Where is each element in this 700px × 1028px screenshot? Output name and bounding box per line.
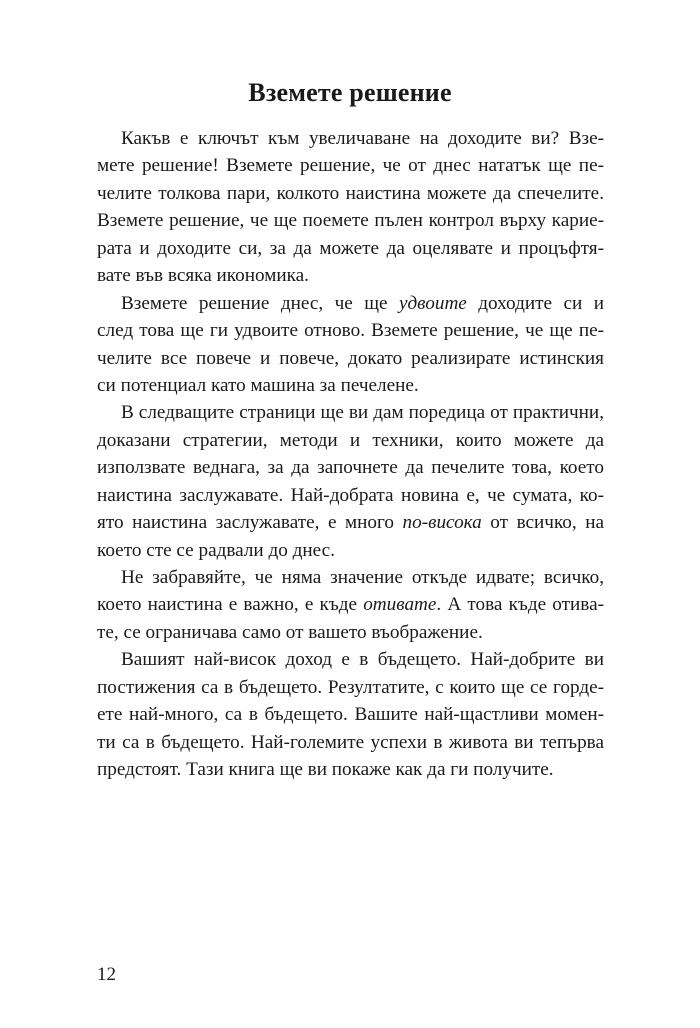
text-line (97, 564, 604, 591)
text-line (97, 674, 604, 701)
text-segment: челите все повече и повече, докато реализирате истинския (97, 347, 604, 369)
text-line (97, 207, 604, 234)
text-segment: Какъв е ключът към увеличаване на доходите ви? Взе- (121, 128, 604, 149)
text-line (97, 756, 604, 783)
text-line (97, 262, 604, 289)
text-line (97, 235, 604, 262)
text-segment: ти са в бъдещето. Най-големите успехи в живота ви тепърва (97, 731, 604, 753)
text-segment: което наистина е важно, е къде (97, 594, 364, 616)
text-segment: Вземете решение, че ще поемете пълен контрол върху карие- (97, 210, 604, 232)
text-line (97, 482, 604, 509)
text-segment: мете решение! Вземете решение, че от днес нататък ще пе- (97, 155, 604, 177)
text-line (97, 619, 604, 646)
text-line (97, 317, 604, 344)
text-segment: ете най-много, са в бъдещето. Вашите най-щастливи момен- (97, 704, 604, 726)
text-line (97, 290, 604, 317)
chapter-body (97, 125, 604, 784)
text-segment: от всичко, на (481, 512, 604, 534)
text-segment: Не забравяйте, че няма значение откъде идвате; всичко, (121, 567, 604, 588)
text-segment: ято наистина заслужавате, е много (97, 512, 403, 534)
text-segment: което сте се радвали до днес. (97, 539, 335, 561)
text-segment: челите толкова пари, колкото наистина можете да спечелите. (97, 182, 604, 204)
text-line (97, 372, 604, 399)
paragraph (97, 125, 604, 290)
text-line (97, 180, 604, 207)
text-line (97, 646, 604, 673)
text-line (97, 345, 604, 372)
paragraph (97, 399, 604, 564)
text-segment: рата и доходите си, за да можете да оцелявате и процъфтя- (97, 237, 604, 259)
text-segment: си потенциал като машина за печелене. (97, 374, 419, 396)
emphasized-text: по-висока (402, 512, 482, 534)
text-segment: доказани стратегии, методи и техники, които можете да (97, 429, 604, 451)
text-line (97, 591, 604, 618)
text-segment: постижения са в бъдещето. Резултатите, с които ще се горде- (97, 676, 604, 698)
emphasized-text: удвоите (399, 292, 467, 314)
text-line (97, 427, 604, 454)
text-segment: предстоят. Тази книга ще ви покаже как да ги получите. (97, 759, 554, 781)
text-line (97, 729, 604, 756)
text-line (97, 537, 604, 564)
text-segment: . А това къде отива- (436, 594, 605, 616)
text-segment: В следващите страници ще ви дам поредица от практични, (121, 402, 604, 424)
text-segment: Вземете решение днес, че ще (121, 292, 400, 314)
text-segment: използвате веднага, за да започнете да печелите това, което (97, 457, 604, 479)
text-segment: Вашият най-висок доход е в бъдещето. Най-добрите ви (121, 649, 604, 671)
paragraph (97, 564, 604, 646)
text-segment: вате във всяка икономика. (97, 265, 309, 287)
text-segment: след това ще ги удвоите отново. Вземете решение, че ще пе- (97, 320, 604, 342)
text-segment: те, се ограничава само от вашето въображение. (97, 621, 483, 643)
text-line (97, 399, 604, 426)
emphasized-text: отивате (363, 594, 437, 616)
text-line (97, 509, 604, 536)
paragraph (97, 290, 604, 400)
text-line (97, 701, 604, 728)
text-segment: наистина заслужавате. Най-добрата новина е, че сумата, ко- (97, 484, 604, 506)
paragraph (97, 646, 604, 783)
chapter-title: Вземете решение (248, 78, 452, 107)
text-line (97, 125, 604, 152)
page-number: 12 (97, 964, 116, 985)
text-line (97, 454, 604, 481)
text-segment: доходите си и (466, 292, 604, 314)
text-line (97, 152, 604, 179)
